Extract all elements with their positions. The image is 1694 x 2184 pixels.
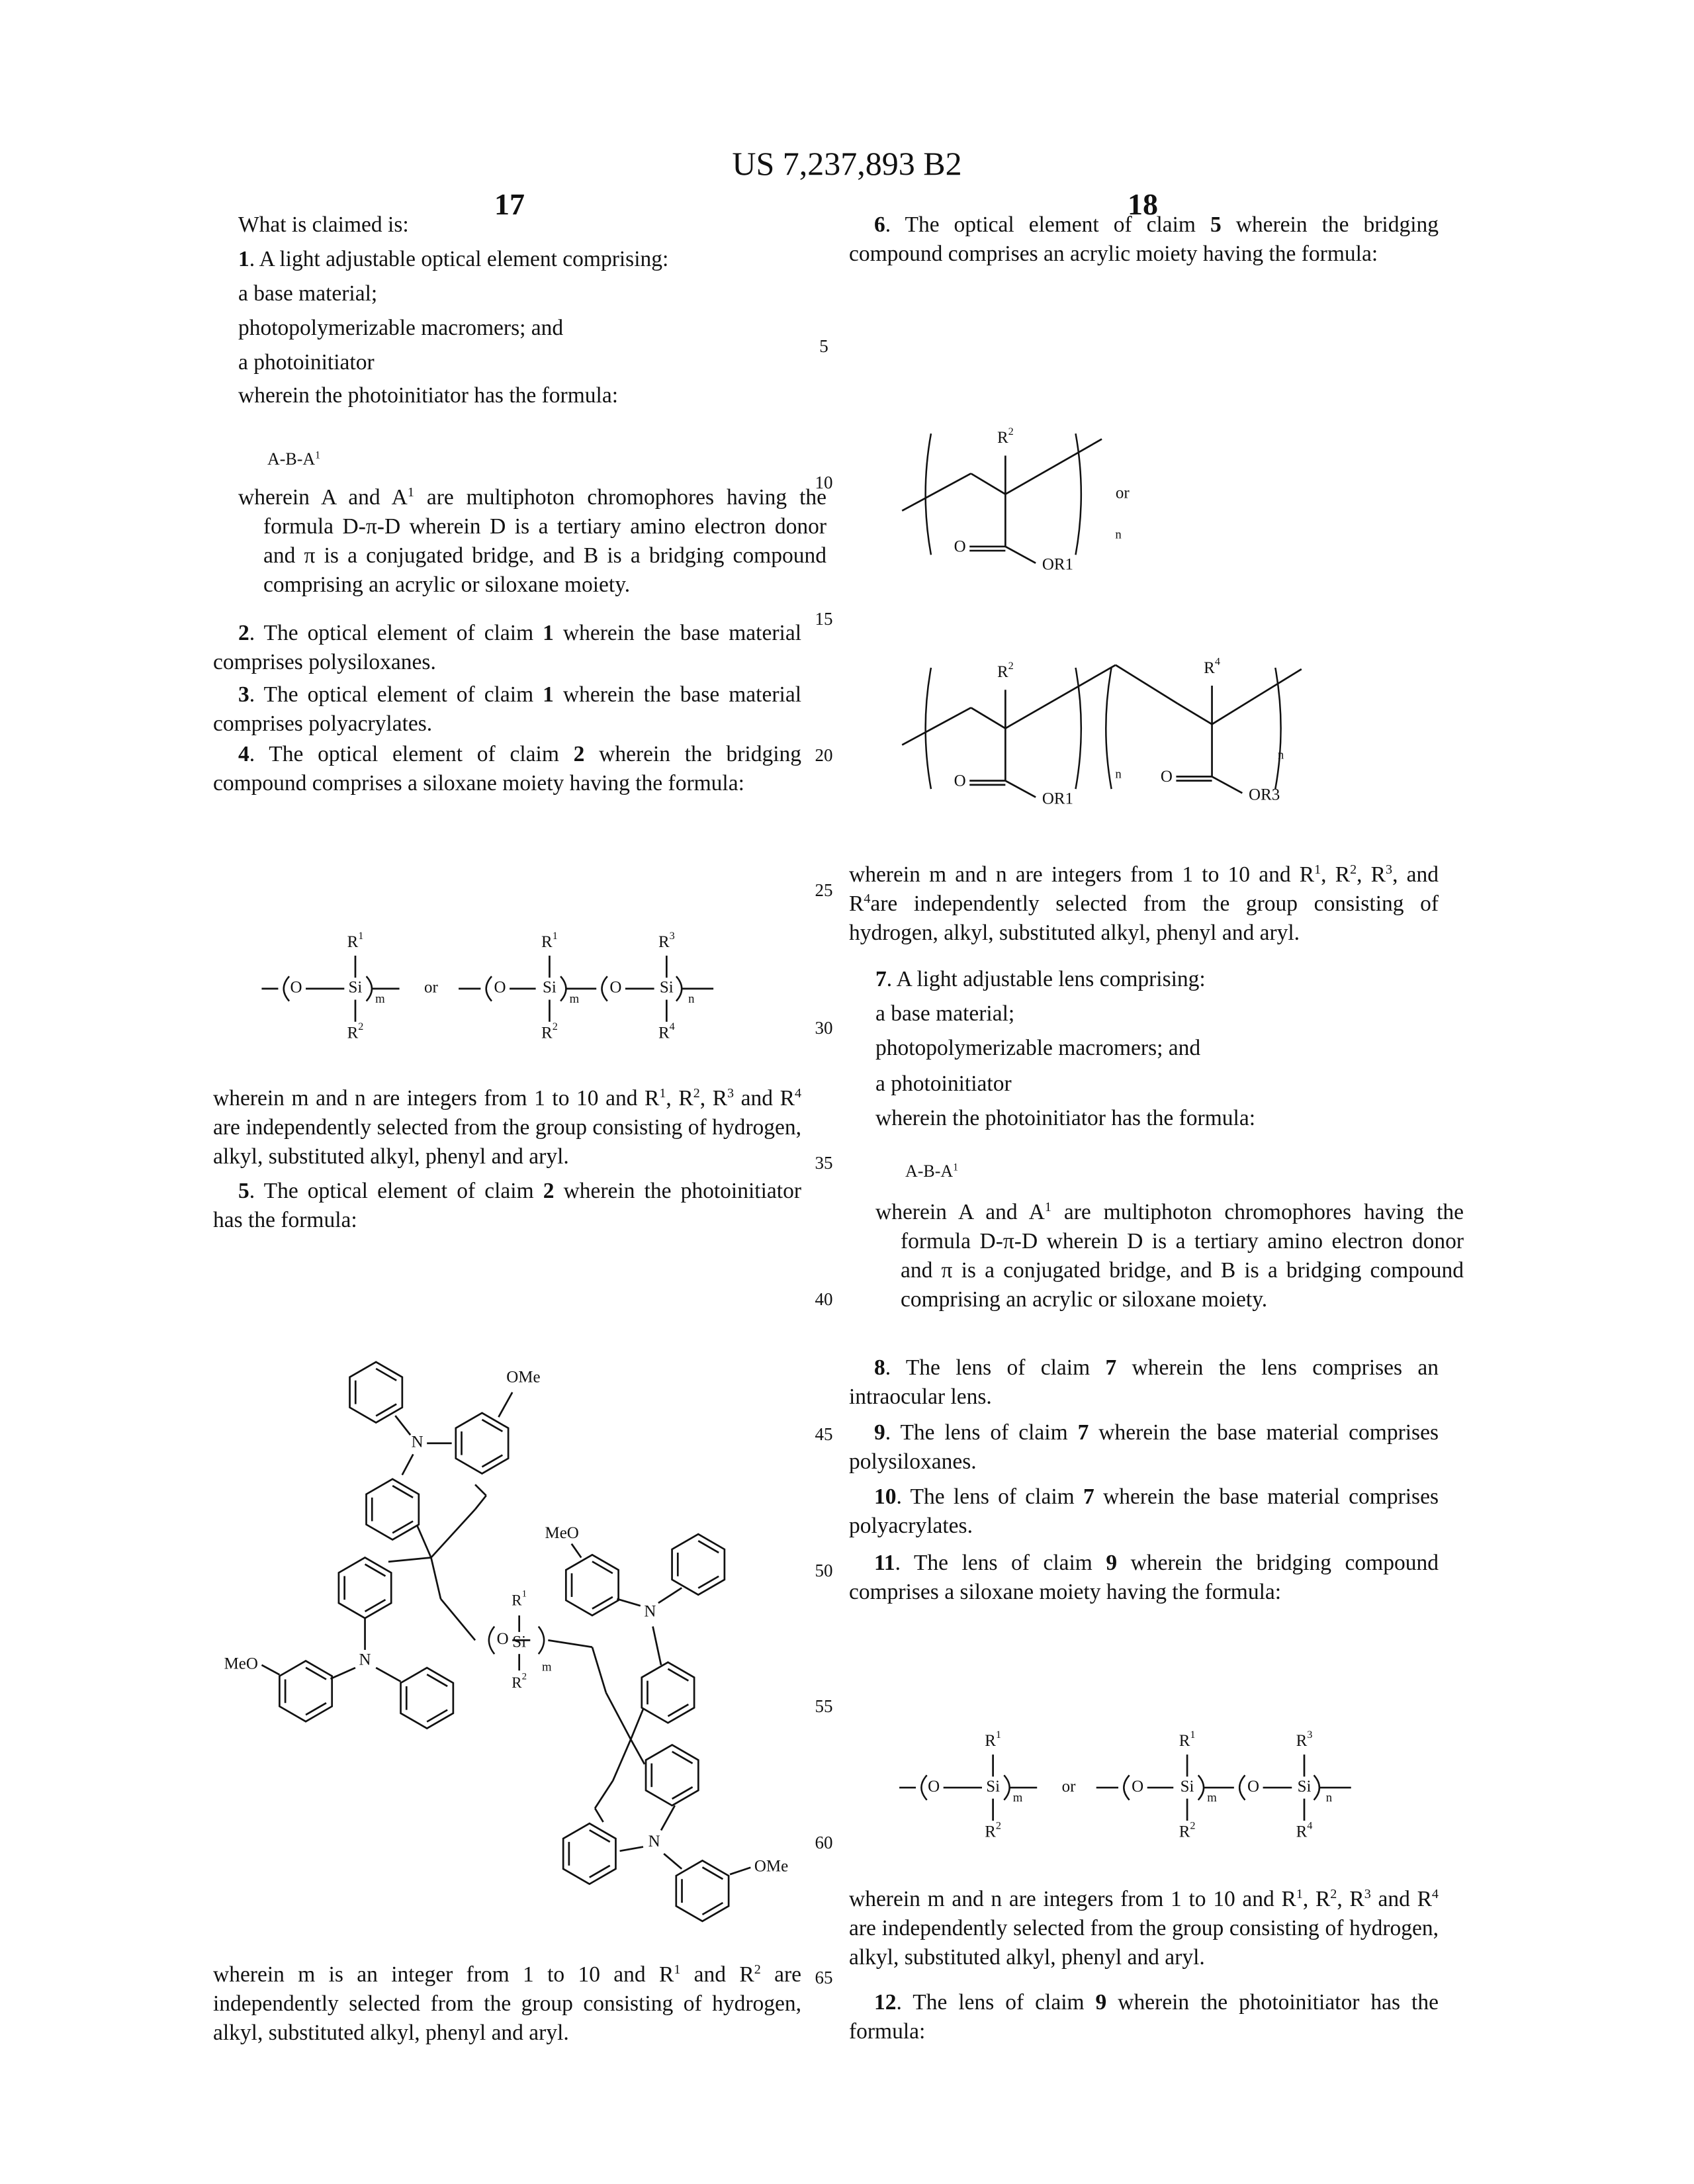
- atom-label: O: [494, 979, 506, 997]
- claim-number: 12: [874, 1990, 897, 2015]
- atom-label: R3: [1296, 1729, 1313, 1750]
- text-run: are independently selected from the group consisting of hydrogen, alkyl, substituted alkyl, phenyl and aryl.: [213, 1115, 801, 1169]
- claim-number: 2: [574, 742, 585, 766]
- aromatic-bond: [365, 1565, 386, 1576]
- text-run: . The lens of claim: [897, 1990, 1096, 2015]
- bracket: [1198, 1775, 1204, 1799]
- benzene-ring: [563, 1823, 615, 1884]
- bond: [653, 1627, 661, 1665]
- bracket: [489, 1627, 494, 1655]
- benzene-ring: [672, 1534, 725, 1595]
- aromatic-bond: [365, 1600, 386, 1612]
- superscript: 1: [953, 1161, 958, 1173]
- text-run: . The optical element of claim: [249, 1179, 543, 1203]
- bond: [613, 1739, 631, 1780]
- text-run: wherein m is an integer from 1 to 10 and R: [213, 1962, 674, 1987]
- double-bond: [475, 1484, 486, 1496]
- aromatic-bond: [672, 1752, 693, 1764]
- line-number: 30: [811, 1018, 837, 1038]
- aromatic-bond: [592, 1561, 613, 1573]
- superscript: 1: [674, 1962, 680, 1977]
- superscript: 4: [795, 1086, 801, 1101]
- bond: [592, 1647, 606, 1693]
- atom-label: R4: [658, 1021, 675, 1042]
- aromatic-bond: [672, 1787, 693, 1799]
- subscript-label: n: [1115, 768, 1122, 782]
- aromatic-bond: [698, 1541, 719, 1553]
- chemical-structures: [0, 0, 1694, 2184]
- claim-number: 11: [874, 1551, 895, 1575]
- double-bond: [595, 1808, 603, 1822]
- text-run: wherein m and n are integers from 1 to 10 and R: [213, 1086, 659, 1111]
- claim-number: 7: [1083, 1484, 1094, 1509]
- aromatic-bond: [427, 1674, 447, 1686]
- atom-label: R1: [985, 1729, 1001, 1750]
- atom-label: Si: [512, 1633, 526, 1651]
- bond: [402, 1454, 414, 1475]
- bond: [418, 1526, 431, 1558]
- benzene-ring: [367, 1479, 419, 1540]
- superscript: 4: [864, 891, 870, 906]
- bracket: [1004, 1775, 1009, 1799]
- claim-number: 2: [238, 621, 249, 645]
- atom-label: R4: [1204, 655, 1220, 676]
- line-number: 35: [811, 1153, 837, 1173]
- text-run: wherein the base material comprises polyacrylates.: [213, 682, 801, 736]
- claim-number: 5: [238, 1179, 249, 1203]
- aromatic-bond: [668, 1704, 688, 1716]
- text-run: What is claimed is:: [238, 212, 409, 237]
- atom-label: MeO: [224, 1655, 258, 1673]
- bond: [388, 1557, 431, 1561]
- bond: [1005, 781, 1036, 797]
- text-run: . The lens of claim: [897, 1484, 1083, 1509]
- line-number: 10: [811, 473, 837, 493]
- column-number-left: 17: [443, 187, 576, 222]
- aromatic-bond: [702, 1867, 723, 1879]
- atom-label: N: [359, 1651, 371, 1668]
- subscript-label: m: [570, 992, 580, 1006]
- text-run: . A light adjustable optical element comprising:: [249, 247, 669, 271]
- aromatic-bond: [482, 1455, 502, 1467]
- bracket: [1124, 1775, 1129, 1799]
- superscript: 2: [1350, 862, 1357, 877]
- bond: [617, 1599, 640, 1606]
- benzene-ring: [350, 1362, 402, 1423]
- bracket: [284, 976, 289, 1001]
- text-run: wherein the photoinitiator has the formula:: [238, 383, 618, 408]
- text-run: . The lens of claim: [895, 1551, 1106, 1575]
- claim-number: 7: [1078, 1420, 1089, 1445]
- patent-number: US 7,237,893 B2: [0, 144, 1694, 183]
- text-run: are multiphoton chromophores having the formula D-π-D wherein D is a tertiary amino electron donor and π is a conjugated bridge, and B is a bridging compound comprising an acrylic or siloxane moiety.: [901, 1200, 1464, 1312]
- atom-label: N: [648, 1833, 660, 1850]
- bond: [1005, 665, 1116, 729]
- atom-label: R3: [658, 930, 675, 951]
- bond: [1212, 776, 1243, 793]
- atom-label: OMe: [506, 1369, 540, 1387]
- text-run: , R: [1357, 862, 1386, 887]
- text-run: , R: [700, 1086, 727, 1111]
- text-run: wherein A and A: [238, 485, 408, 510]
- text-run: , R: [1321, 862, 1350, 887]
- bracket: [1275, 668, 1280, 789]
- text-run: wherein the bridging compound comprises a siloxane moiety having the formula:: [849, 1551, 1439, 1604]
- bond: [606, 1692, 631, 1739]
- bond: [261, 1665, 279, 1675]
- aromatic-bond: [592, 1597, 613, 1609]
- claim-number: 9: [1106, 1551, 1117, 1575]
- or-label: or: [424, 979, 438, 997]
- claim-number: 7: [875, 967, 887, 991]
- atom-label: N: [644, 1602, 656, 1620]
- bond: [658, 1588, 682, 1603]
- atom-label: OMe: [754, 1858, 788, 1876]
- text-run: wherein m and n are integers from 1 to 10 and R: [849, 862, 1314, 887]
- benzene-ring: [279, 1661, 332, 1722]
- text-run: wherein A and A: [875, 1200, 1045, 1224]
- bond: [1116, 665, 1178, 704]
- text-run: wherein the bridging compound comprises a siloxane moiety having the formula:: [213, 742, 801, 796]
- superscript: 1: [1296, 1887, 1303, 1901]
- atom-label: O: [954, 538, 966, 556]
- aromatic-bond: [376, 1404, 396, 1416]
- atom-label: MeO: [545, 1524, 579, 1542]
- ester-group-label: OR1: [1042, 556, 1073, 574]
- bond: [1212, 669, 1302, 724]
- atom-label: O: [1247, 1778, 1259, 1796]
- bracket: [1314, 1775, 1319, 1799]
- line-number: 20: [811, 745, 837, 766]
- atom-label: R2: [1179, 1819, 1196, 1841]
- claim-number: 1: [543, 682, 554, 707]
- text-run: , R: [1303, 1887, 1330, 1911]
- bond: [664, 1854, 682, 1869]
- aromatic-bond: [482, 1420, 502, 1432]
- bracket: [926, 668, 931, 789]
- aromatic-bond: [698, 1576, 719, 1588]
- ester-group-label: OR1: [1042, 790, 1073, 807]
- atom-label: R2: [997, 660, 1014, 681]
- claim-number: 6: [874, 212, 885, 237]
- bracket: [676, 976, 682, 1001]
- aromatic-bond: [392, 1486, 413, 1498]
- bracket: [1106, 668, 1111, 789]
- text-run: . The optical element of claim: [885, 212, 1210, 237]
- aromatic-bond: [306, 1703, 326, 1715]
- atom-label: O: [290, 979, 302, 997]
- text-run: and R: [734, 1086, 795, 1111]
- text-run: wherein the lens comprises an intraocular lens.: [849, 1355, 1439, 1409]
- line-number: 25: [811, 880, 837, 901]
- atom-label: R4: [1296, 1819, 1313, 1841]
- atom-label: R2: [512, 1672, 527, 1691]
- bracket: [539, 1627, 544, 1655]
- bracket: [602, 976, 607, 1001]
- bond: [661, 1805, 675, 1830]
- atom-label: R2: [541, 1021, 558, 1042]
- bond: [431, 1557, 441, 1598]
- subscript-label: n: [688, 992, 695, 1006]
- atom-label: O: [497, 1630, 509, 1648]
- claim-number: 2: [543, 1179, 555, 1203]
- atom-label: N: [412, 1433, 424, 1451]
- benzene-ring: [566, 1555, 618, 1615]
- or-label: or: [1116, 484, 1130, 502]
- bracket: [486, 976, 492, 1001]
- text-run: a photoinitiator: [875, 1071, 1012, 1096]
- text-run: wherein the base material comprises polysiloxanes.: [849, 1420, 1439, 1474]
- aromatic-bond: [590, 1866, 610, 1878]
- atom-label: Si: [1298, 1778, 1312, 1796]
- bond: [730, 1868, 750, 1874]
- atom-label: O: [1132, 1778, 1143, 1796]
- aromatic-bond: [306, 1668, 326, 1680]
- line-number: 65: [811, 1968, 837, 1988]
- subscript-label: m: [1013, 1791, 1023, 1805]
- superscript: 3: [1386, 862, 1392, 877]
- bond: [631, 1739, 645, 1764]
- subscript-label: m: [375, 992, 385, 1006]
- claim-number: 9: [1096, 1990, 1107, 2015]
- superscript: 1: [408, 485, 414, 500]
- atom-label: R1: [541, 930, 558, 951]
- superscript: 1: [1314, 862, 1321, 877]
- superscript: 3: [727, 1086, 734, 1101]
- subscript-label: n: [1115, 527, 1122, 541]
- line-number: 60: [811, 1833, 837, 1853]
- atom-label: R1: [512, 1589, 527, 1608]
- claim-number: 1: [543, 621, 554, 645]
- text-run: a base material;: [238, 281, 377, 306]
- bond: [572, 1544, 582, 1558]
- subscript-label: n: [1326, 1791, 1333, 1805]
- or-label: or: [1062, 1778, 1076, 1796]
- aromatic-bond: [427, 1710, 447, 1722]
- text-run: wherein m and n are integers from 1 to 10 and R: [849, 1887, 1296, 1911]
- superscript: 2: [754, 1962, 761, 1977]
- text-run: are independently selected from the group consisting of hydrogen, alkyl, substituted alkyl, phenyl and aryl.: [849, 1916, 1439, 1970]
- text-run: and R: [1371, 1887, 1432, 1911]
- text-run: . The lens of claim: [885, 1420, 1078, 1445]
- bond: [902, 473, 971, 510]
- text-run: a base material;: [875, 1001, 1014, 1026]
- superscript: 2: [693, 1086, 700, 1101]
- bond: [971, 707, 1005, 728]
- bond: [548, 1640, 592, 1647]
- text-run: A-B-A: [267, 449, 315, 469]
- bracket: [1239, 1775, 1245, 1799]
- text-run: , and R: [849, 862, 1439, 916]
- atom-label: Si: [986, 1778, 1000, 1796]
- text-run: are independently selected from the group consisting of hydrogen, alkyl, substituted alkyl, phenyl and aryl.: [213, 1962, 801, 2045]
- subscript-label: m: [1207, 1791, 1217, 1805]
- line-number: 15: [811, 609, 837, 629]
- aromatic-bond: [702, 1903, 723, 1915]
- benzene-ring: [456, 1413, 508, 1474]
- bracket: [926, 433, 931, 555]
- bracket: [560, 976, 566, 1001]
- line-number: 55: [811, 1696, 837, 1717]
- text-run: and R: [680, 1962, 754, 1987]
- line-number: 50: [811, 1561, 837, 1581]
- bond: [902, 707, 971, 745]
- benzene-ring: [646, 1745, 698, 1806]
- text-run: wherein the bridging compound comprises an acrylic moiety having the formula:: [849, 212, 1439, 266]
- superscript: 3: [1364, 1887, 1371, 1901]
- claim-number: 5: [1210, 212, 1222, 237]
- atom-label: Si: [660, 979, 674, 997]
- atom-label: R1: [347, 930, 364, 951]
- bond: [1178, 704, 1212, 724]
- bond: [395, 1416, 410, 1435]
- bond: [595, 1781, 613, 1809]
- text-run: . The optical element of claim: [249, 682, 543, 707]
- text-run: photopolymerizable macromers; and: [875, 1036, 1200, 1060]
- claim-number: 10: [874, 1484, 897, 1509]
- aromatic-bond: [590, 1830, 610, 1842]
- text-run: . A light adjustable lens comprising:: [887, 967, 1206, 991]
- superscript: 1: [315, 449, 320, 461]
- text-run: are independently selected from the group consisting of hydrogen, alkyl, substituted alkyl, phenyl and aryl.: [849, 891, 1439, 945]
- superscript: 2: [1330, 1887, 1337, 1901]
- bond: [1005, 547, 1036, 563]
- bond: [431, 1510, 475, 1558]
- benzene-ring: [339, 1557, 391, 1618]
- benzene-ring: [676, 1860, 729, 1921]
- subscript-label: n: [1278, 748, 1284, 762]
- atom-label: R2: [347, 1021, 364, 1042]
- text-run: are multiphoton chromophores having the formula D-π-D wherein D is a tertiary amino electron donor and π is a conjugated bridge, and B is a bridging compound comprising an acrylic or siloxane moiety.: [263, 485, 826, 597]
- text-run: wherein the photoinitiator has the formula:: [213, 1179, 801, 1232]
- atom-label: O: [1161, 768, 1173, 786]
- claim-number: 1: [238, 247, 249, 271]
- text-run: . The optical element of claim: [249, 742, 574, 766]
- bond: [620, 1847, 643, 1851]
- benzene-ring: [642, 1662, 694, 1723]
- text-run: , R: [666, 1086, 693, 1111]
- text-run: wherein the base material comprises polysiloxanes.: [213, 621, 801, 674]
- atom-label: R2: [997, 426, 1014, 447]
- bond: [631, 1709, 643, 1739]
- text-run: wherein the base material comprises polyacrylates.: [849, 1484, 1439, 1538]
- ester-group-label: OR3: [1249, 786, 1280, 803]
- line-number: 45: [811, 1424, 837, 1445]
- superscript: 1: [1045, 1200, 1051, 1214]
- bond: [1005, 439, 1102, 494]
- subscript-label: m: [542, 1660, 552, 1674]
- text-run: A-B-A: [905, 1161, 953, 1181]
- atom-label: O: [954, 772, 966, 790]
- atom-label: O: [928, 1778, 940, 1796]
- claim-number: 3: [238, 682, 249, 707]
- text-run: a photoinitiator: [238, 350, 375, 375]
- claim-number: 4: [238, 742, 249, 766]
- atom-label: Si: [1181, 1778, 1194, 1796]
- bond: [331, 1668, 355, 1679]
- line-number: 5: [811, 336, 837, 357]
- bracket: [367, 976, 372, 1001]
- superscript: 1: [659, 1086, 666, 1101]
- text-run: . The optical element of claim: [249, 621, 543, 645]
- aromatic-bond: [392, 1521, 413, 1533]
- bond: [971, 473, 1005, 494]
- line-number: 40: [811, 1289, 837, 1310]
- bond: [498, 1392, 512, 1417]
- claim-number: 8: [874, 1355, 885, 1380]
- bracket: [921, 1775, 926, 1799]
- text-run: , R: [1337, 1887, 1364, 1911]
- text-run: wherein the photoinitiator has the formula:: [875, 1106, 1255, 1130]
- claim-number: 7: [1105, 1355, 1116, 1380]
- text-run: photopolymerizable macromers; and: [238, 316, 563, 340]
- superscript: 4: [1432, 1887, 1439, 1901]
- text-run: wherein the photoinitiator has the formula:: [849, 1990, 1439, 2044]
- claim-number: 9: [874, 1420, 885, 1445]
- atom-label: R1: [1179, 1729, 1196, 1750]
- atom-label: Si: [349, 979, 363, 997]
- column-number-right: 18: [1077, 187, 1209, 222]
- atom-label: R2: [985, 1819, 1001, 1841]
- atom-label: O: [609, 979, 621, 997]
- bond: [441, 1599, 475, 1640]
- aromatic-bond: [376, 1369, 396, 1381]
- text-run: . The lens of claim: [885, 1355, 1106, 1380]
- aromatic-bond: [668, 1669, 688, 1681]
- benzene-ring: [401, 1668, 453, 1729]
- bond: [475, 1496, 486, 1510]
- bond: [376, 1668, 400, 1682]
- atom-label: Si: [543, 979, 557, 997]
